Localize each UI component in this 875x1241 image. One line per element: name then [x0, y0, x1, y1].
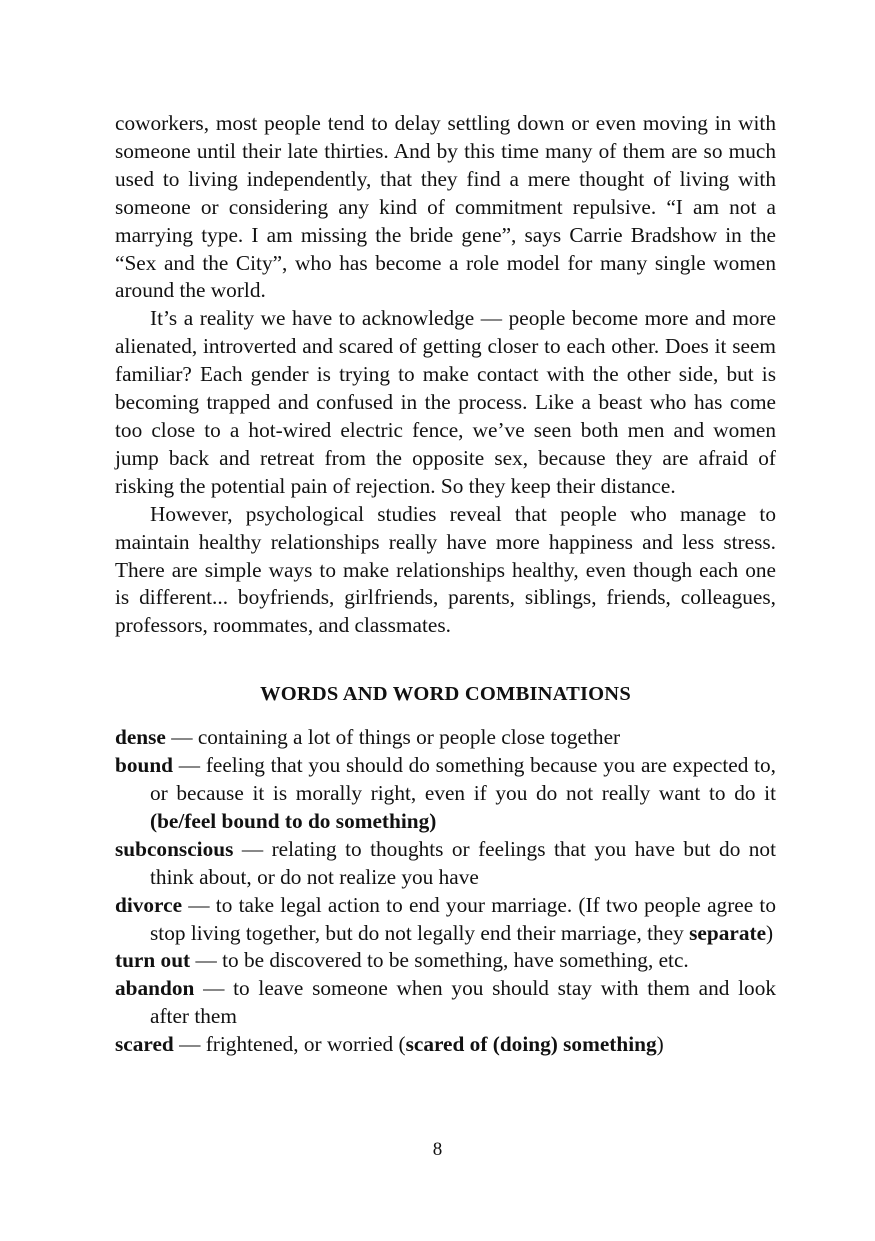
glossary-usage-note: (be/feel bound to do something) [150, 808, 437, 833]
paragraph-1: coworkers, most people tend to delay settling down or even moving in with someone until their late thirties. And by this time many of them are so much used to living independently, that they find a mere thought of living with someone or considering any kind of commitment repulsive. “I am not a marrying type. I am missing the bride gene”, says Carrie Bradshow in the “Sex and the City”, who has become a role model for many single women around the world. [115, 111, 776, 303]
glossary-definition: — containing a lot of things or people close together [165, 725, 621, 750]
glossary-entry-abandon [115, 975, 776, 1031]
glossary-usage-note: separate [689, 920, 767, 945]
glossary-definition: — to be discovered to be something, have something, etc. [190, 948, 689, 973]
glossary-term: divorce [115, 892, 183, 917]
glossary-term: scared [115, 1032, 174, 1057]
page-number: 8 [432, 1139, 443, 1160]
glossary-entry-bound [115, 752, 776, 836]
glossary-definition: — frightened, or worried ( [173, 1032, 406, 1057]
glossary-term: turn out [115, 948, 191, 973]
glossary-term: dense [115, 725, 166, 750]
glossary-tail: ) [766, 920, 774, 945]
glossary-term: subconscious [115, 836, 234, 861]
glossary-definition: — feeling that you should do something because you are expected to, or because it is morally right, even if you do not really want to do it [150, 753, 776, 806]
glossary-usage-note: scared of (doing) something [405, 1032, 657, 1057]
glossary-entry-turn-out [115, 947, 776, 975]
body-text [115, 110, 776, 640]
paragraph-2: It’s a reality we have to acknowledge — people become more and more alienated, introverted and scared of getting closer to each other. Does it seem familiar? Each gender is trying to make contact with the other side, but is becoming trapped and confused in the process. Like a beast who has come too close to a hot-wired electric fence, we’ve seen both men and women jump back and retreat from the opposite sex, because they are afraid of risking the potential pain of rejection. So they keep their distance. [115, 306, 776, 498]
glossary-entry-dense [115, 724, 776, 752]
page-content [115, 110, 776, 1059]
glossary-entry-scared [115, 1031, 776, 1059]
section-heading: WORDS AND WORD COMBINATIONS [260, 683, 631, 706]
glossary-term: abandon [115, 976, 195, 1001]
glossary-definition: — to leave someone when you should stay with them and look after them [150, 976, 776, 1029]
glossary-list [115, 724, 776, 1059]
glossary-entry-subconscious [115, 836, 776, 892]
glossary-definition: — relating to thoughts or feelings that you have but do not think about, or do not realize you have [150, 836, 776, 889]
paragraph-3: However, psychological studies reveal that people who manage to maintain healthy relationships really have more happiness and less stress. There are simple ways to make relationships healthy, even though each one is different... boyfriends, girlfriends, parents, siblings, friends, colleagues, professors, roommates, and classmates. [115, 501, 776, 638]
glossary-tail: ) [656, 1032, 664, 1057]
glossary-entry-divorce [115, 892, 776, 948]
glossary-term: bound [115, 753, 174, 778]
glossary-definition: — to take legal action to end your marriage. (If two people agree to stop living together, but do not legally end their marriage, they [150, 892, 776, 945]
